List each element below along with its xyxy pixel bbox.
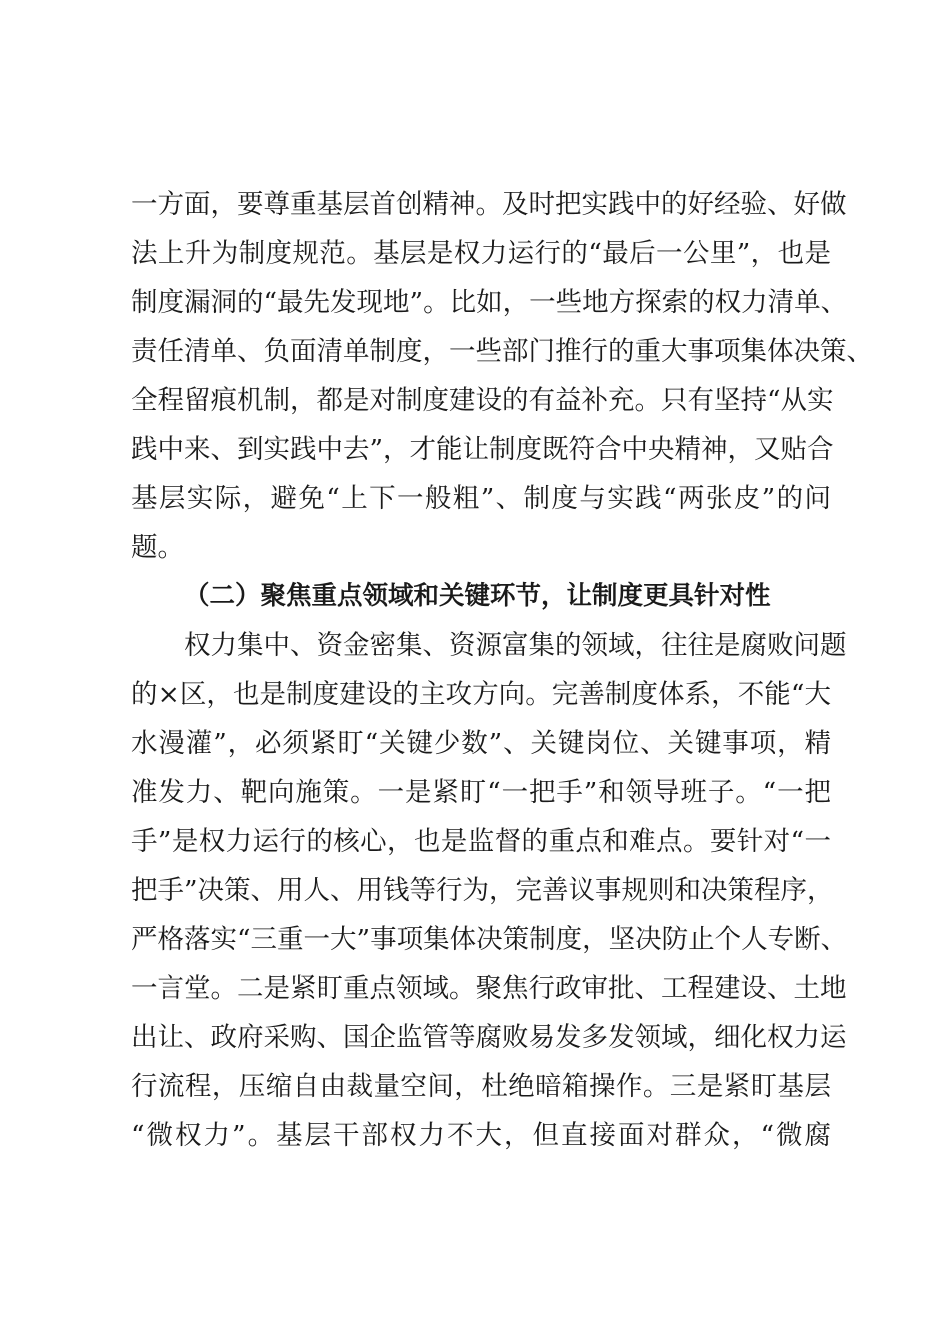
paragraph-2-line-5: 手”是权力运行的核心，也是监督的重点和难点。要针对“一 — [131, 826, 831, 857]
paragraph-1-line-5: 全程留痕机制，都是对制度建设的有益补充。只有坚持“从实 — [131, 385, 834, 416]
paragraph-1-line-1: 一方面，要尊重基层首创精神。及时把实践中的好经验、好做 — [131, 189, 847, 220]
paragraph-2-line-9: 出让、政府采购、国企监管等腐败易发多发领域，细化权力运 — [131, 1022, 847, 1053]
paragraph-1-line-7: 基层实际，避免“上下一般粗”、制度与实践“两张皮”的问 — [131, 483, 831, 514]
paragraph-2-line-8: 一言堂。二是紧盯重点领域。聚焦行政审批、工程建设、土地 — [131, 973, 847, 1004]
paragraph-2-line-6: 把手”决策、用人、用钱等行为，完善议事规则和决策程序， — [131, 875, 834, 906]
paragraph-2-line-1: 权力集中、资金密集、资源富集的领域，往往是腐败问题 — [184, 630, 847, 661]
paragraph-1-line-2: 法上升为制度规范。基层是权力运行的“最后一公里”，也是 — [131, 238, 831, 269]
document-body — [131, 180, 873, 1160]
paragraph-1-line-4: 责任清单、负面清单制度，一些部门推行的重大事项集体决策、 — [131, 336, 873, 367]
paragraph-1-line-3: 制度漏洞的“最先发现地”。比如，一些地方探索的权力清单、 — [131, 287, 848, 318]
paragraph-2-line-10: 行流程，压缩自由裁量空间，杜绝暗箱操作。三是紧盯基层 — [131, 1071, 831, 1102]
paragraph-2-line-11: “微权力”。基层干部权力不大，但直接面对群众，“微腐 — [131, 1120, 831, 1151]
paragraph-2-line-7: 严格落实“三重一大”事项集体决策制度，坚决防止个人专断、 — [131, 924, 848, 955]
paragraph-2-line-3: 水漫灌”，必须紧盯“关键少数”、关键岗位、关键事项，精 — [131, 728, 831, 759]
paragraph-1-line-6: 践中来、到实践中去”，才能让制度既符合中央精神，又贴合 — [131, 434, 834, 465]
paragraph-1-line-8: 题。 — [131, 532, 184, 563]
section-heading: （二）聚焦重点领域和关键环节，让制度更具针对性 — [184, 581, 771, 611]
paragraph-2-line-2: 的×区，也是制度建设的主攻方向。完善制度体系，不能“大 — [131, 679, 831, 710]
paragraph-2-line-4: 准发力、靶向施策。一是紧盯“一把手”和领导班子。“一把 — [131, 777, 831, 808]
